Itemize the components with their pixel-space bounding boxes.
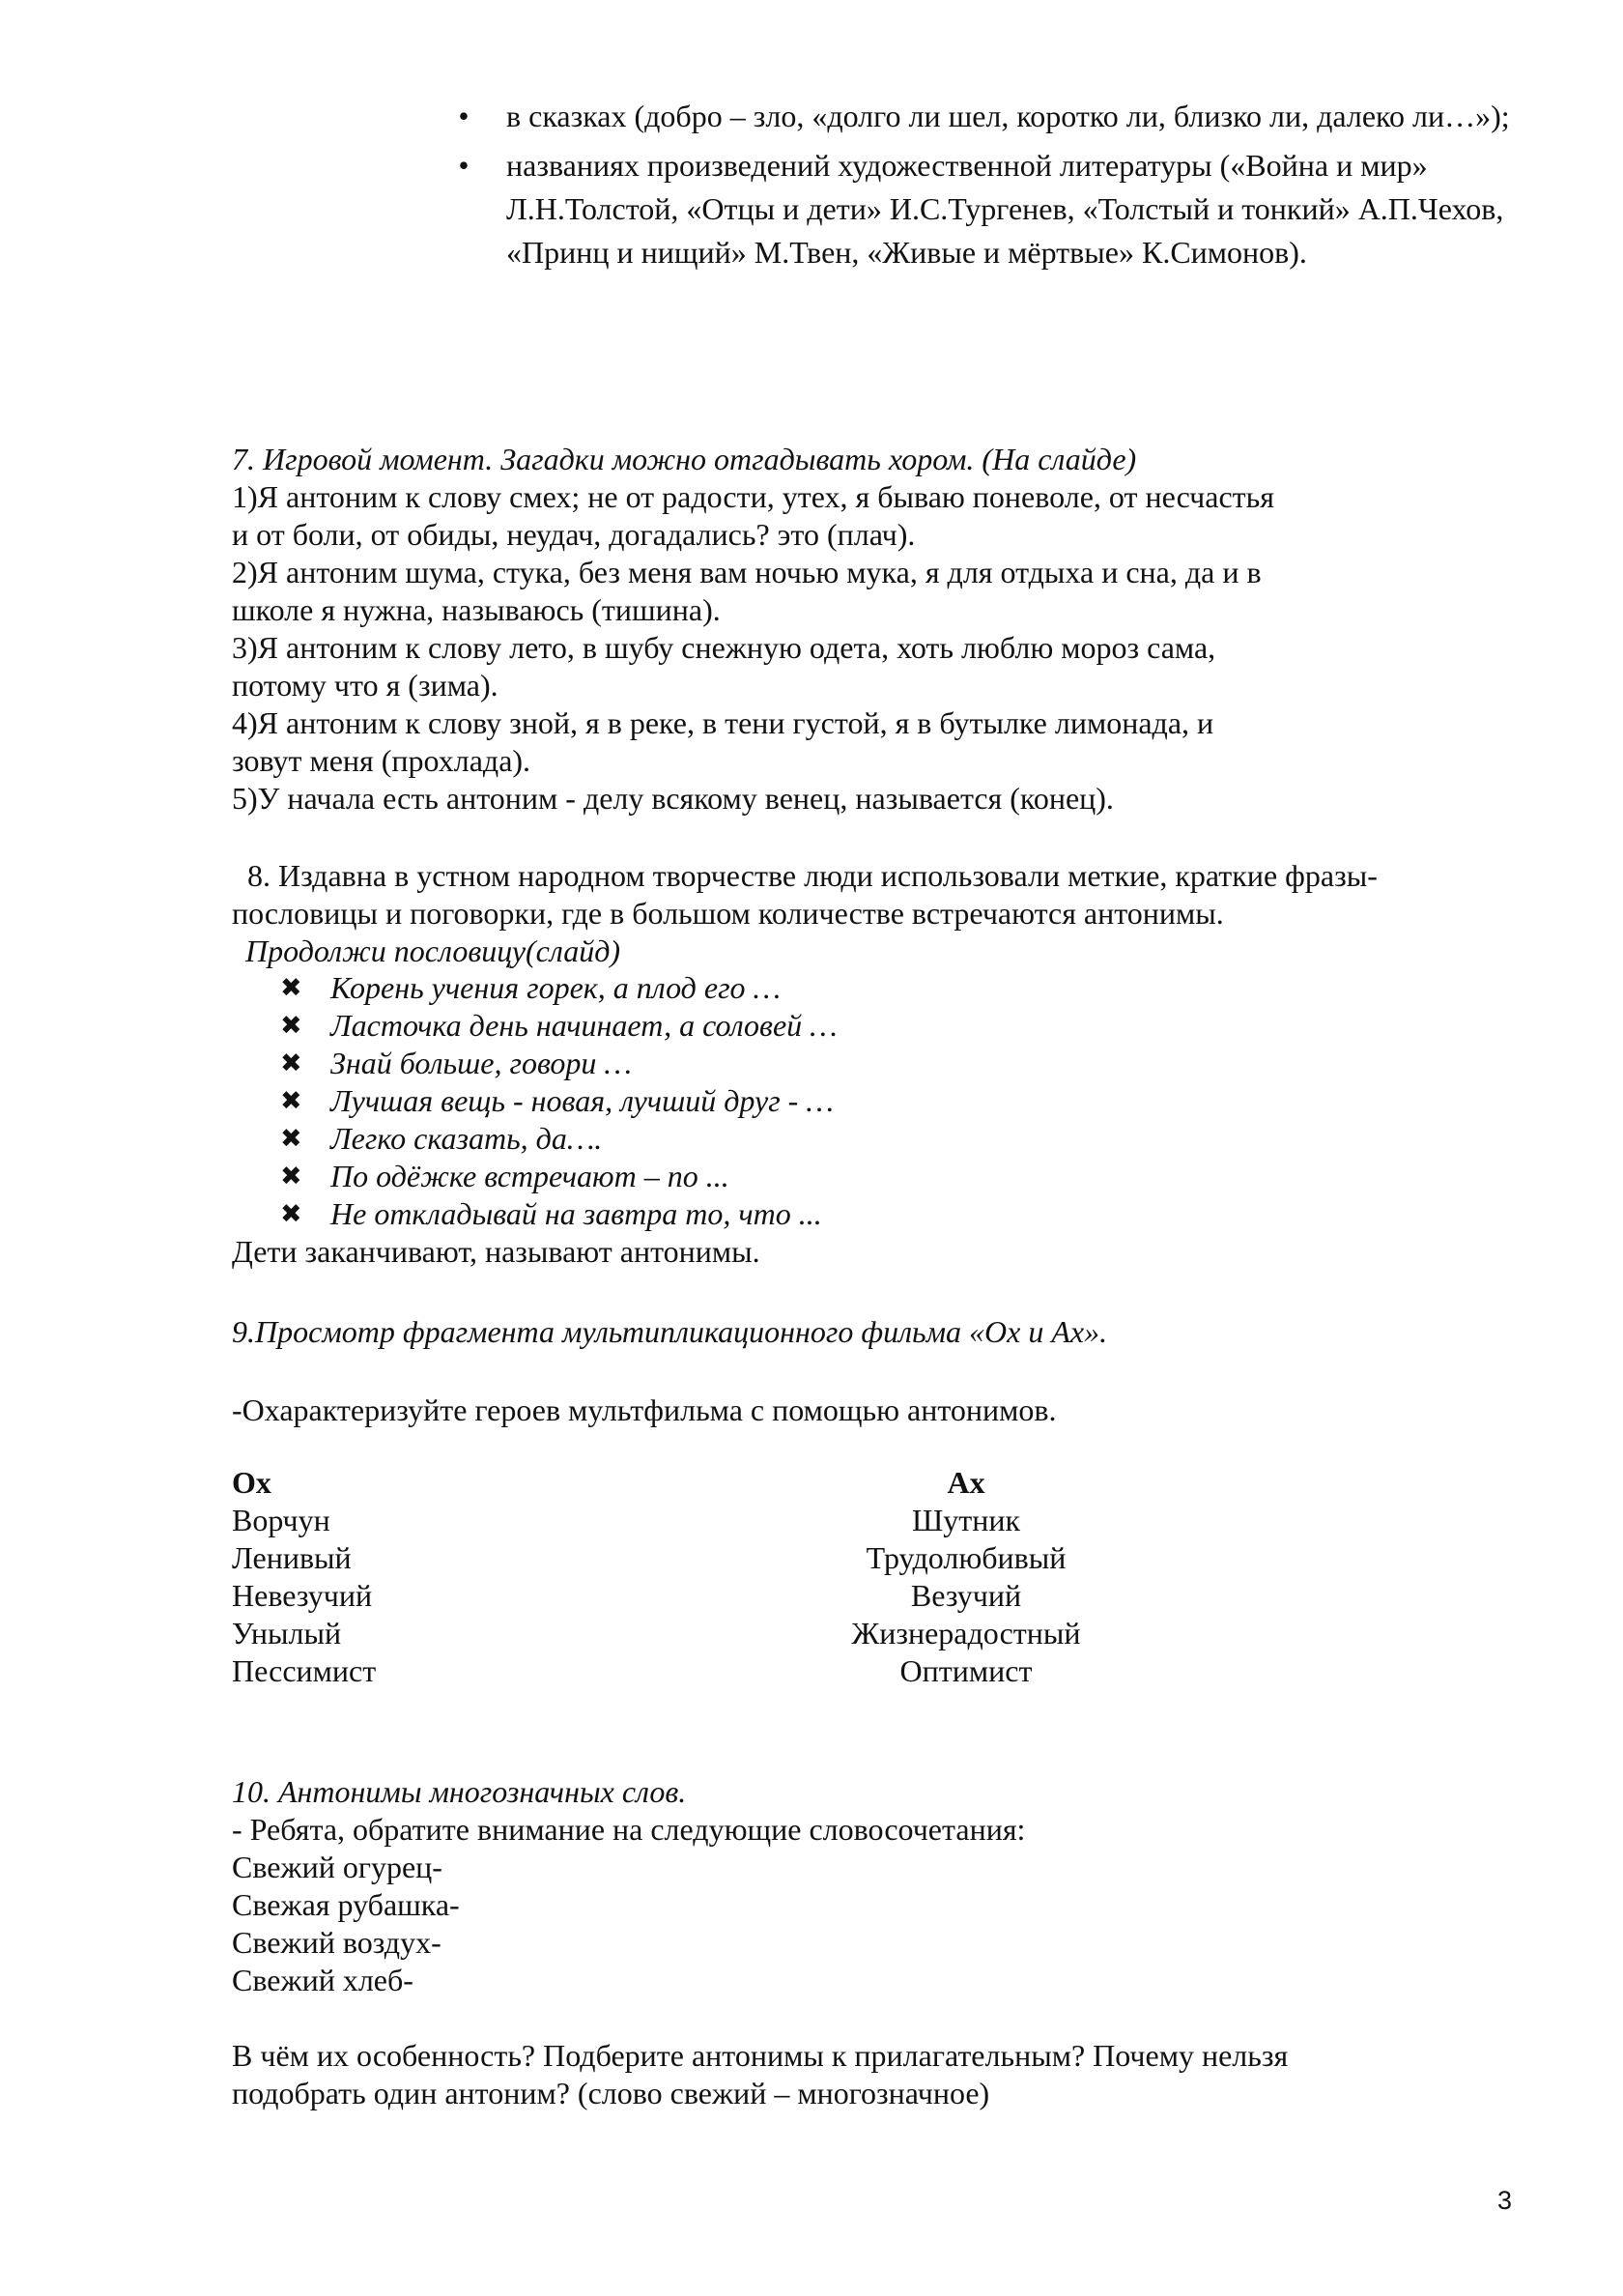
outro-text: Дети заканчивают, называют антонимы. — [232, 1234, 760, 1269]
riddle-line: 4)Я антоним к слову зной, я в реке, в тени густой, я в бутылке лимонада, и — [232, 705, 1214, 740]
bullet-dot-icon: • — [458, 148, 470, 183]
section-heading: 7. Игровой момент. Загадки можно отгадывать хором. (На слайде) — [232, 442, 1137, 476]
phrase-line: Свежая рубашка- — [232, 1887, 460, 1922]
riddle-line: и от боли, от обиды, неудач, догадались? это (плач). — [232, 517, 916, 552]
list-item: ✖ Знай больше, говори … — [280, 1046, 632, 1080]
paragraph-line: - Ребята, обратите внимание на следующие словосочетания: — [232, 1812, 1026, 1847]
cross-mark-icon: ✖ — [280, 1048, 302, 1078]
bullet-dot-icon: • — [458, 99, 470, 133]
bullet-list-top — [454, 95, 1536, 280]
section-10 — [232, 1773, 1488, 1999]
table-row: Пессимист Оптимист — [232, 1653, 1033, 1688]
paragraph-line: В чём их особенность? Подберите антонимы к прилагательным? Почему нельзя — [232, 2038, 1289, 2073]
cross-mark-icon: ✖ — [280, 1086, 302, 1116]
antonym-table — [232, 1464, 1217, 1690]
task-text: -Охарактеризуйте героев мультфильма с помощью антонимов. — [232, 1392, 1057, 1427]
section-7 — [232, 441, 1488, 818]
phrase-line: Свежий воздух- — [232, 1925, 441, 1960]
paragraph-line: подобрать один антоним? (слово свежий – многозначное) — [232, 2076, 990, 2110]
riddle-line: потому что я (зима). — [232, 668, 498, 703]
table-row: Ворчун Шутник — [232, 1503, 1021, 1537]
section-9-heading: 9.Просмотр фрагмента мультипликационного фильма «Ох и Ах». — [232, 1314, 1108, 1349]
list-item: ✖ Легко сказать, да…. — [280, 1121, 603, 1156]
list-item: ✖ По одёжке встречают – по ... — [280, 1159, 729, 1193]
proverb-list — [280, 969, 838, 1233]
riddle-line: зовут меня (прохлада). — [232, 743, 531, 778]
prompt-text: Продолжи пословицу(слайд) — [245, 933, 621, 968]
table-row: Ленивый Трудолюбивый — [232, 1540, 1067, 1575]
section-8 — [232, 857, 1507, 970]
list-item: ✖ Лучшая вещь - новая, лучший друг - … — [280, 1083, 834, 1118]
cross-mark-icon: ✖ — [280, 1162, 302, 1191]
list-item: ✖ Корень учения горек, а плод его … — [280, 970, 781, 1005]
riddle-line: 1)Я антоним к слову смех; не от радости, утех, я бываю поневоле, от несчастья — [232, 479, 1274, 514]
cross-mark-icon: ✖ — [280, 1199, 302, 1229]
paragraph-line: пословицы и поговорки, где в большом количестве встречаются антонимы. — [232, 896, 1224, 931]
table-row: Унылый Жизнерадостный — [232, 1616, 1081, 1650]
cross-mark-icon: ✖ — [280, 1124, 302, 1154]
list-item: • названиях произведений художественной литературы («Война и мир» Л.Н.Толстой, «Отцы и дети» И.С.Тургенев, «Толстый и тонкий» А.П.Чехов, «Принц и нищий» М.Твен, «Живые и мёртвые» К.Симонов). — [454, 144, 1536, 274]
paragraph-line: 8. Издавна в устном народном творчестве люди использовали меткие, краткие фразы- — [247, 858, 1378, 893]
cross-mark-icon: ✖ — [280, 1011, 302, 1041]
riddle-line: школе я нужна, называюсь (тишина). — [232, 592, 721, 627]
phrase-line: Свежий хлеб- — [232, 1963, 413, 1997]
list-item: ✖ Ласточка день начинает, а соловей … — [280, 1008, 838, 1043]
table-header: Ох Ах — [232, 1465, 985, 1500]
left-column-title: Ох — [232, 1465, 271, 1500]
phrase-line: Свежий огурец- — [232, 1850, 442, 1884]
question-paragraph — [232, 2037, 1488, 2112]
riddle-line: 5)У начала есть антоним - делу всякому венец, называется (конец). — [232, 781, 1114, 816]
cross-mark-icon: ✖ — [280, 973, 302, 1003]
section-heading: 10. Антонимы многозначных слов. — [232, 1774, 687, 1809]
table-row: Невезучий Везучий — [232, 1578, 1022, 1613]
list-item: ✖ Не откладывай на завтра то, что ... — [280, 1196, 822, 1231]
page-number: 3 — [1496, 2186, 1512, 2215]
riddle-line: 3)Я антоним к слову лето, в шубу снежную одета, хоть люблю мороз сама, — [232, 630, 1216, 665]
riddle-line: 2)Я антоним шума, стука, без меня вам ночью мука, я для отдыха и сна, да и в — [232, 555, 1262, 589]
list-item: • в сказках (добро – зло, «долго ли шел, коротко ли, близко ли, далеко ли…»); — [454, 95, 1536, 138]
